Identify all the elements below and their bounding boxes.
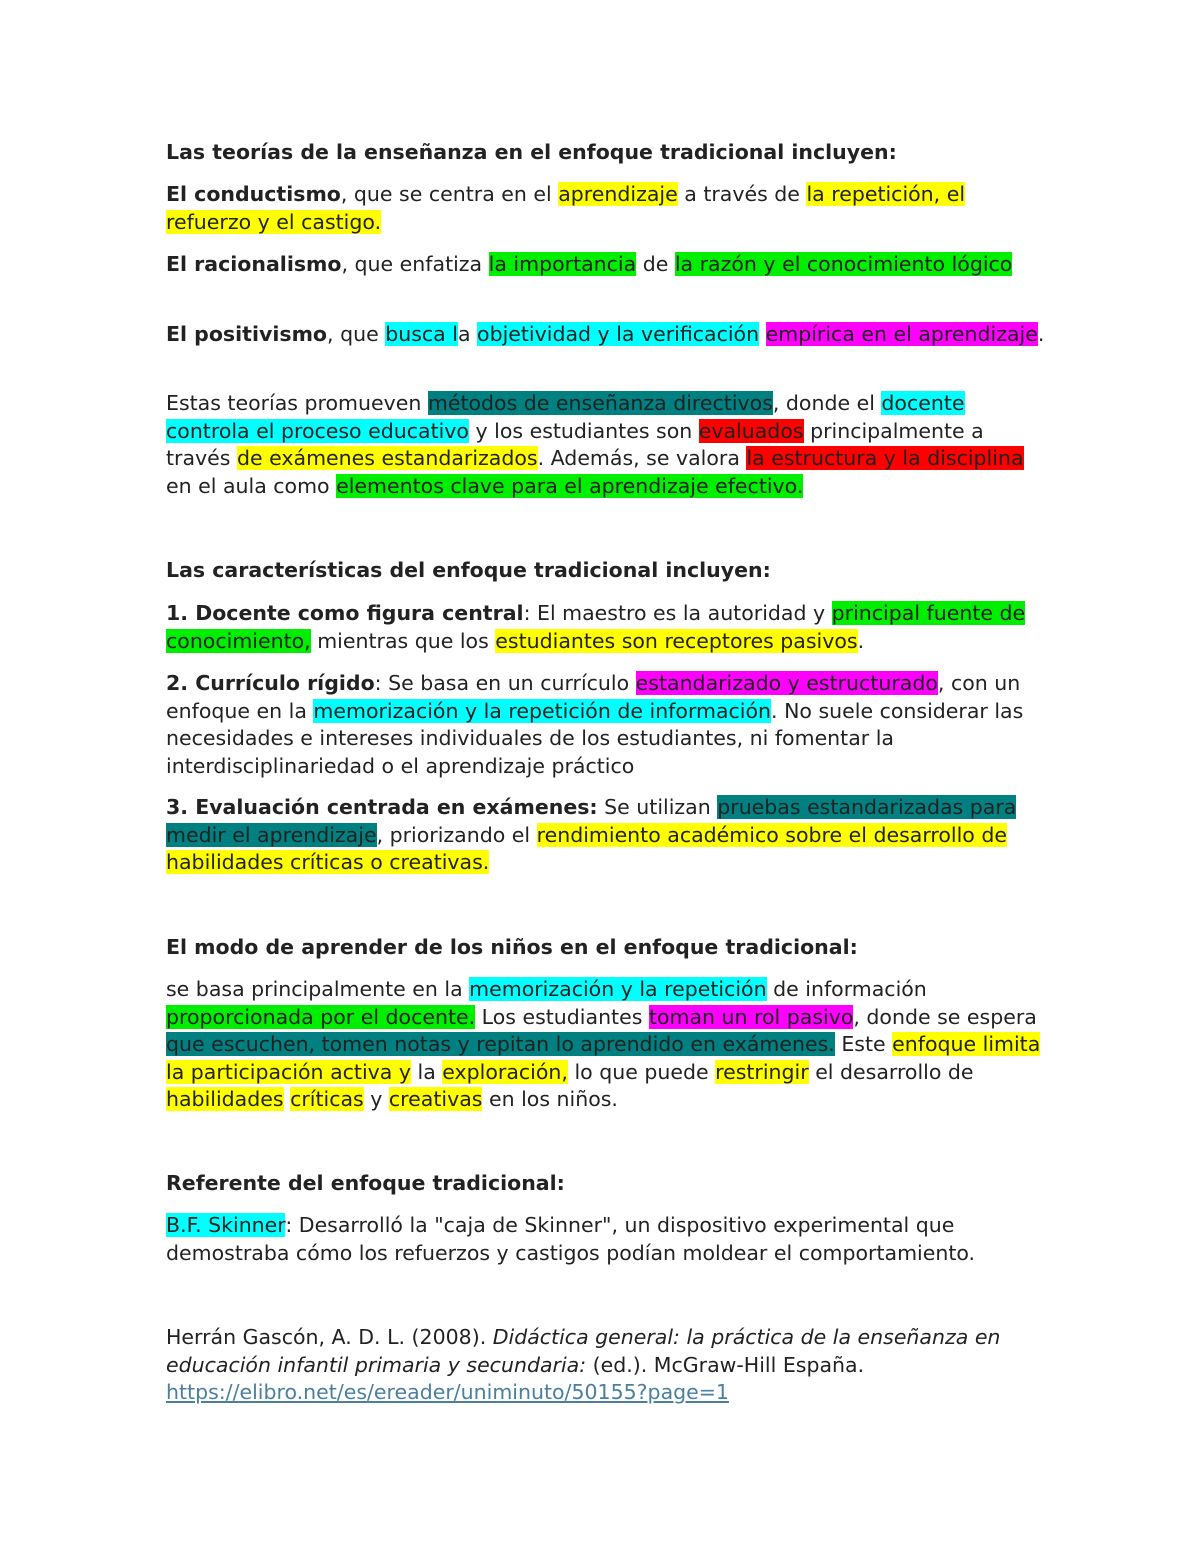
- paragraph-modo-aprender: se basa principalmente en la memorización y la repetición de información proporcionada por el docente. Los estudiantes toman un rol pasivo, donde se espera que escuchen, tomen notas y repitan lo aprendido en exámenes. Este enfoque limita la participación activa y la exploración, lo que puede restringir el desarrollo de habilidades críticas y creativas en los niños.: [166, 977, 1041, 1111]
- list-item-evaluacion: 3. Evaluación centrada en exámenes: Se utilizan pruebas estandarizadas para medir el aprendizaje, priorizando el rendimiento académico sobre el desarrollo de habilidades críticas o creativas.: [166, 795, 1017, 874]
- heading-referente: Referente del enfoque tradicional:: [166, 1171, 565, 1195]
- term-conductismo: El conductismo: [166, 182, 341, 206]
- skinner-name: B.F. Skinner: [166, 1213, 286, 1237]
- paragraph-estas-teorias: Estas teorías promueven métodos de enseñanza directivos, donde el docente controla el proceso educativo y los estudiantes son evaluados principalmente a través de exámenes estandarizados. Además, se valora la estructura y la disciplina en el aula como elementos clave para el aprendizaje efectivo.: [166, 391, 1024, 498]
- heading-modo-aprender: El modo de aprender de los niños en el enfoque tradicional:: [166, 935, 858, 959]
- paragraph-positivismo: El positivismo, que busca la objetividad y la verificación empírica en el aprendizaje.: [166, 322, 1045, 346]
- reference-title: Didáctica general: la práctica de la enseñanza en educación infantil primaria y secundaria:: [166, 1325, 1001, 1377]
- reference-citation: Herrán Gascón, A. D. L. (2008). Didáctica general: la práctica de la enseñanza en educación infantil primaria y secundaria: (ed.). McGraw-Hill España. https://elibro.net/es/ereader/uniminuto/50155?page=1: [166, 1325, 1001, 1404]
- reference-link[interactable]: https://elibro.net/es/ereader/uniminuto/50155?page=1: [166, 1380, 729, 1404]
- paragraph-skinner: B.F. Skinner: Desarrolló la "caja de Skinner", un dispositivo experimental que demostraba cómo los refuerzos y castigos podían moldear el comportamiento.: [166, 1213, 976, 1265]
- heading-teorias: Las teorías de la enseñanza en el enfoque tradicional incluyen:: [166, 140, 897, 164]
- heading-caracteristicas: Las características del enfoque tradicional incluyen:: [166, 558, 771, 582]
- list-item-curriculo: 2. Currículo rígido: Se basa en un currículo estandarizado y estructurado, con un enfoque en la memorización y la repetición de información. No suele considerar las necesidades e intereses individuales de los estudiantes, ni fomentar la interdisciplinariedad o el aprendizaje práctico: [166, 671, 1024, 778]
- term-positivismo: El positivismo: [166, 322, 328, 346]
- list-item-docente: 1. Docente como figura central: El maestro es la autoridad y principal fuente de conocimiento, mientras que los estudiantes son receptores pasivos.: [166, 601, 1026, 653]
- paragraph-racionalismo: El racionalismo, que enfatiza la importancia de la razón y el conocimiento lógico: [166, 252, 1013, 276]
- term-racionalismo: El racionalismo: [166, 252, 342, 276]
- paragraph-conductismo: El conductismo, que se centra en el aprendizaje a través de la repetición, el refuerzo y el castigo.: [166, 182, 966, 234]
